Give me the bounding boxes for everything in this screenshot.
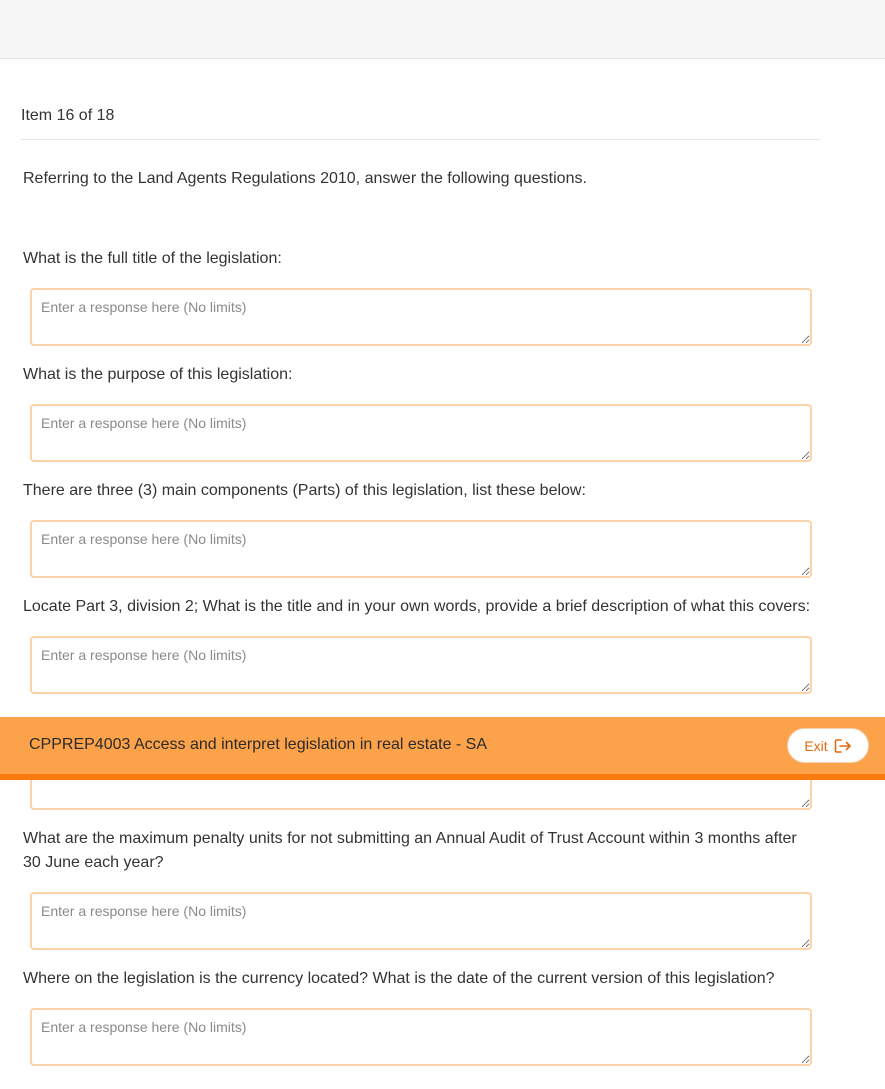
response-input-1[interactable] (30, 288, 812, 346)
question-label-7: Where on the legislation is the currency located? What is the date of the current version of this legislation? (23, 970, 775, 987)
course-title: CPPREP4003 Access and interpret legislation in real estate - SA (29, 736, 488, 753)
response-input-2[interactable] (30, 404, 812, 462)
question-label-6: What are the maximum penalty units for not submitting an Annual Audit of Trust Account within 3 months after 30 June each year? (23, 830, 797, 871)
item-counter: Item 16 of 18 (21, 107, 115, 124)
course-footer-bar (0, 717, 885, 780)
top-bar (0, 0, 885, 59)
question-label-4: Locate Part 3, division 2; What is the title and in your own words, provide a brief description of what this covers: (23, 598, 811, 615)
question-label-1: What is the full title of the legislation: (23, 250, 282, 267)
exit-label: Exit (804, 737, 828, 754)
response-input-3[interactable] (30, 520, 812, 578)
question-label-3: There are three (3) main components (Parts) of this legislation, list these below: (23, 482, 586, 499)
divider (21, 139, 821, 140)
exit-button[interactable] (787, 728, 869, 763)
instructions-text: Referring to the Land Agents Regulations 2010, answer the following questions. (23, 170, 587, 187)
response-input-7[interactable] (30, 1008, 812, 1066)
response-input-4[interactable] (30, 636, 812, 694)
exit-icon (834, 738, 852, 754)
question-label-2: What is the purpose of this legislation: (23, 366, 293, 383)
response-input-6[interactable] (30, 892, 812, 950)
